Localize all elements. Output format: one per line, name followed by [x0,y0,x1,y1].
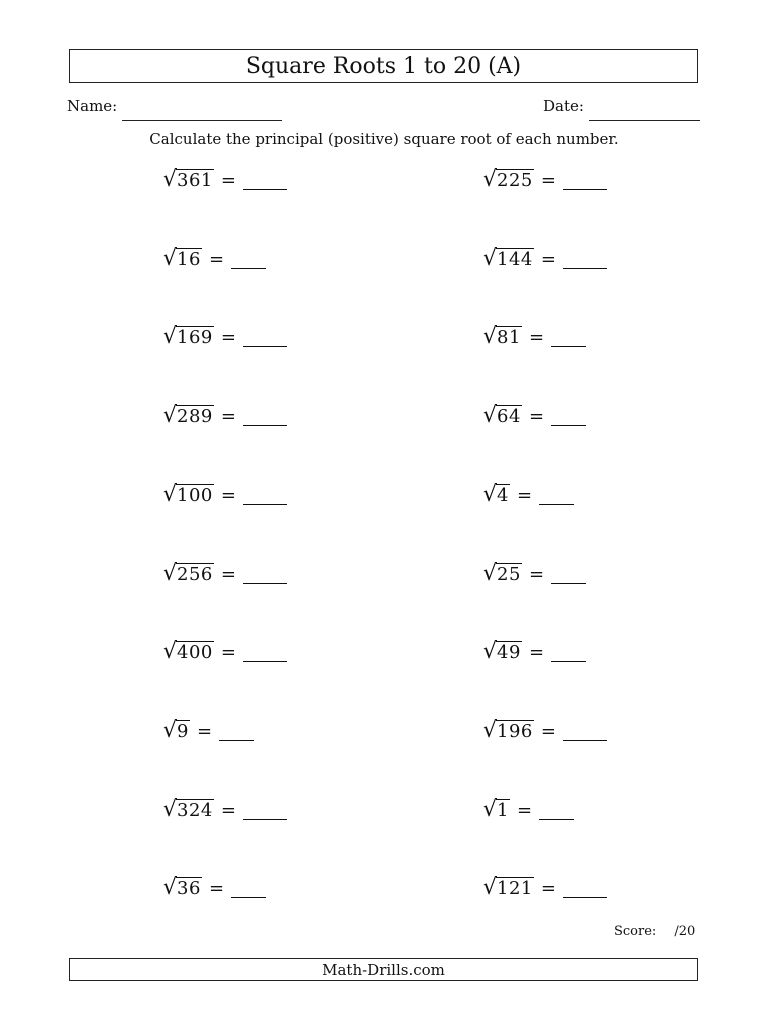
equals-sign: = [220,642,236,664]
equals-sign: = [220,799,236,821]
radical-sign-icon: √ [483,560,498,586]
square-root-expression [163,875,202,901]
answer-blank[interactable] [563,173,607,190]
answer-blank[interactable] [551,567,586,584]
radicand: 9 [177,720,189,742]
problem-item [483,872,607,901]
problem-item [483,558,586,584]
equals-sign: = [220,327,236,349]
answer-blank[interactable] [551,330,586,347]
equals-sign: = [528,406,545,428]
problem-item [163,243,266,269]
problem-item [163,558,287,584]
square-root-expression [163,562,214,584]
radicand: 36 [177,878,201,900]
equals-sign: = [528,563,545,585]
equals-sign: = [516,484,533,506]
answer-blank[interactable] [243,645,287,662]
answer-blank[interactable] [563,252,607,269]
radicand: 400 [177,642,213,664]
date-label: Date: [543,97,584,115]
answer-blank[interactable] [219,724,254,741]
problem-item [483,636,586,665]
worksheet-title: Square Roots 1 to 20 (A) [69,49,698,83]
radicand: 4 [497,484,509,506]
answer-blank[interactable] [243,409,287,426]
problem-item [163,636,287,665]
instructions: Calculate the principal (positive) square root of each number. [149,130,619,148]
radical-sign-icon: √ [163,403,178,429]
score-label: Score: [614,924,657,939]
equals-sign: = [540,170,556,191]
radical-sign-icon: √ [483,403,498,429]
problem-item [163,479,287,505]
radicand: 49 [497,642,521,664]
square-root-expression [483,639,522,665]
date-field[interactable] [589,120,700,121]
answer-blank[interactable] [243,173,287,190]
answer-blank[interactable] [243,567,287,584]
problem-item [483,794,574,820]
radicand: 25 [497,563,521,585]
radical-sign-icon: √ [483,717,498,743]
square-root-expression [163,168,214,190]
radical-sign-icon: √ [163,481,178,507]
equals-sign: = [220,563,236,585]
square-root-expression [163,639,214,665]
square-root-expression [483,324,522,350]
problem-item [163,794,287,820]
equals-sign: = [196,720,213,742]
radicand: 289 [177,406,213,428]
radical-sign-icon: √ [163,796,178,822]
radicand: 1 [497,799,509,821]
square-root-expression [163,403,214,429]
answer-blank[interactable] [551,645,586,662]
radical-sign-icon: √ [163,717,178,743]
square-root-expression [483,562,522,584]
radical-sign-icon: √ [483,245,498,271]
problem-item [163,715,254,741]
radicand: 64 [497,406,521,428]
answer-blank[interactable] [243,803,287,820]
equals-sign: = [540,248,556,270]
radical-sign-icon: √ [483,875,498,901]
square-root-expression [483,875,534,901]
name-label: Name: [67,97,118,115]
equals-sign: = [540,720,556,742]
score-total: /20 [674,924,696,939]
equals-sign: = [220,170,236,191]
answer-blank[interactable] [551,409,586,426]
answer-blank[interactable] [243,330,287,347]
equals-sign: = [540,878,556,900]
problem-item [483,715,607,741]
answer-blank[interactable] [231,881,266,898]
score [614,924,695,939]
square-root-expression [483,403,522,429]
radical-sign-icon: √ [483,796,498,822]
answer-blank[interactable] [539,488,574,505]
equals-sign: = [528,642,545,664]
radical-sign-icon: √ [483,324,498,350]
problem-item [163,164,287,190]
answer-blank[interactable] [243,488,287,505]
answer-blank[interactable] [563,881,607,898]
square-root-expression [483,798,510,820]
problem-item [163,321,287,350]
square-root-expression [483,247,534,269]
answer-blank[interactable] [231,252,266,269]
radical-sign-icon: √ [483,639,498,665]
problem-item [483,164,607,190]
equals-sign: = [528,327,545,349]
square-root-expression [163,798,214,820]
square-root-expression [483,168,534,190]
equals-sign: = [208,248,225,270]
radical-sign-icon: √ [483,481,498,507]
name-field[interactable] [122,120,282,121]
radicand: 100 [177,484,213,506]
radicand: 361 [177,170,213,191]
square-root-expression [163,324,214,350]
radicand: 121 [497,878,533,900]
equals-sign: = [220,484,236,506]
footer-site: Math-Drills.com [69,958,698,981]
problem-item [163,400,287,429]
radical-sign-icon: √ [163,560,178,586]
radical-sign-icon: √ [163,639,178,665]
radicand: 225 [497,170,533,191]
problem-item [483,321,586,350]
radical-sign-icon: √ [163,324,178,350]
radicand: 16 [177,248,201,270]
square-root-expression [163,719,190,741]
radical-sign-icon: √ [163,167,178,192]
problem-item [483,400,586,429]
radical-sign-icon: √ [163,245,178,271]
square-root-expression [163,483,214,505]
problem-item [483,243,607,269]
answer-blank[interactable] [539,803,574,820]
equals-sign: = [516,799,533,821]
problem-item [483,479,574,505]
radical-sign-icon: √ [483,167,498,192]
problem-item [163,872,266,901]
equals-sign: = [208,878,225,900]
radicand: 256 [177,563,213,585]
equals-sign: = [220,406,236,428]
radicand: 196 [497,720,533,742]
radicand: 81 [497,327,521,349]
radicand: 169 [177,327,213,349]
radicand: 324 [177,799,213,821]
square-root-expression [163,247,202,269]
square-root-expression [483,483,510,505]
radical-sign-icon: √ [163,875,178,901]
square-root-expression [483,719,534,741]
radicand: 144 [497,248,533,270]
answer-blank[interactable] [563,724,607,741]
